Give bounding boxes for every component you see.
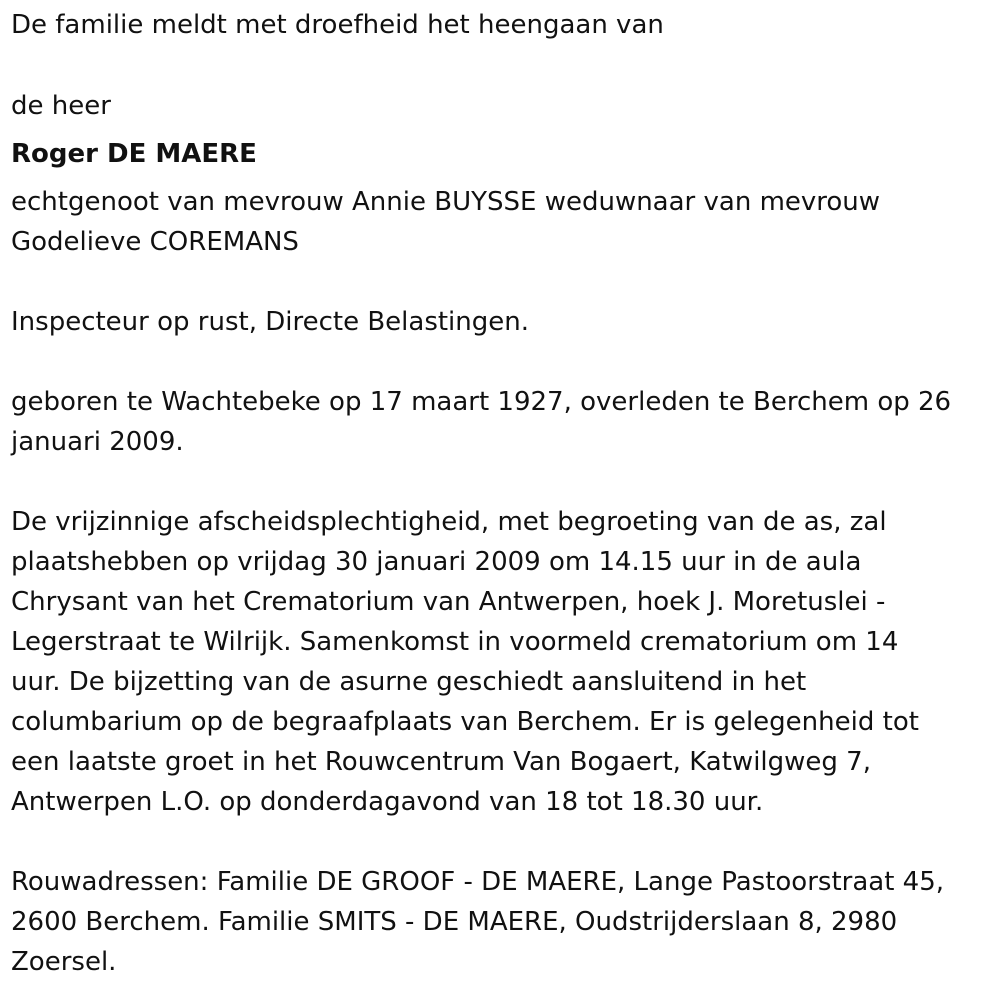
paragraph-line: een laatste groet in het Rouwcentrum Van Bogaert, Katwilgweg 7, — [11, 747, 871, 777]
paragraph-line: uur. De bijzetting van de asurne geschiedt aansluitend in het — [11, 667, 807, 697]
paragraph-line: Zoersel. — [11, 947, 117, 977]
dates-paragraph — [11, 382, 951, 462]
ceremony-paragraph — [11, 502, 919, 822]
addresses-paragraph — [11, 862, 944, 982]
paragraph-line: geboren te Wachtebeke op 17 maart 1927, overleden te Berchem op 26 — [11, 387, 952, 417]
paragraph-line: Inspecteur op rust, Directe Belastingen. — [11, 307, 530, 337]
paragraph-line: Chrysant van het Crematorium van Antwerpen, hoek J. Moretuslei - — [11, 587, 886, 617]
paragraph-line: Antwerpen L.O. op donderdagavond van 18 tot 18.30 uur. — [11, 787, 764, 817]
paragraph-line: columbarium op de begraafplaats van Berchem. Er is gelegenheid tot — [11, 707, 919, 737]
paragraph-line: 2600 Berchem. Familie SMITS - DE MAERE, Oudstrijderslaan 8, 2980 — [11, 907, 898, 937]
paragraph-line: De vrijzinnige afscheidsplechtigheid, met begroeting van de as, zal — [11, 507, 887, 537]
paragraph-line: plaatshebben op vrijdag 30 januari 2009 om 14.15 uur in de aula — [11, 547, 862, 577]
deceased-name: Roger DE MAERE — [11, 139, 257, 169]
paragraph-line: Legerstraat te Wilrijk. Samenkomst in voormeld crematorium om 14 — [11, 627, 899, 657]
paragraph-line: januari 2009. — [11, 427, 184, 457]
spouse-paragraph — [11, 182, 880, 262]
paragraph-line: Rouwadressen: Familie DE GROOF - DE MAERE, Lange Pastoorstraat 45, — [11, 867, 945, 897]
paragraph-line: echtgenoot van mevrouw Annie BUYSSE weduwnaar van mevrouw — [11, 187, 881, 217]
profession-paragraph — [11, 302, 529, 342]
paragraph-line: Godelieve COREMANS — [11, 227, 299, 257]
honorific: de heer — [11, 91, 111, 121]
intro-text: De familie meldt met droefheid het heengaan van — [11, 10, 664, 40]
